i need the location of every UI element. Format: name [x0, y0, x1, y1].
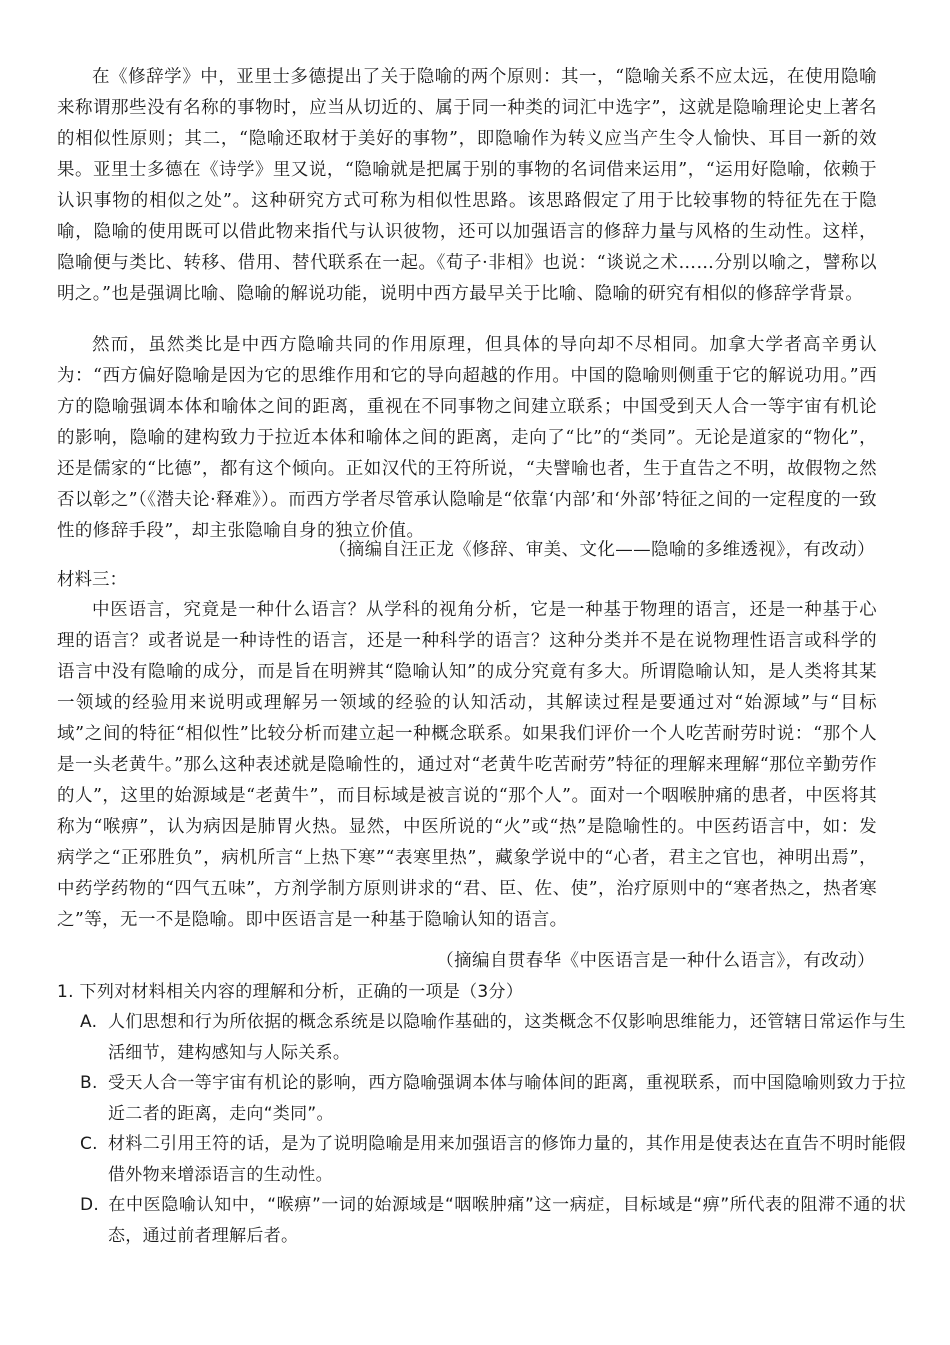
option-b[interactable] — [80, 1068, 906, 1130]
source-citation-material2: （摘编自汪正龙《修辞、审美、文化——隐喻的多维透视》，有改动） — [328, 540, 875, 560]
option-letter: C. — [80, 1134, 98, 1154]
option-letter: D. — [80, 1195, 100, 1215]
option-d[interactable] — [80, 1190, 906, 1252]
option-text: 材料二引用王符的话，是为了说明隐喻是用来加强语言的修饰力量的，其作用是使表达在直告不明时能假借外物来增添语言的生动性。 — [108, 1134, 906, 1185]
paragraph-east-west: 然而，虽然类比是中西方隐喻共同的作用原理，但具体的导向却不尽相同。加拿大学者高辛勇认为：“西方偏好隐喻是因为它的思维作用和它的导向超越的作用。中国的隐喻则侧重于它的解说功用。”西方的隐喻强调本体和喻体之间的距离，重视在不同事物之间建立联系；中国受到天人合一等宇宙有机论的影响，隐喻的建构致力于拉近本体和喻体之间的距离，走向了“比”的“类同”。无论是道家的“物化”，还是儒家的“比德”，都有这个倾向。正如汉代的王符所说，“夫譬喻也者，生于直告之不明，故假物之然否以彰之”（《潜夫论·释难》）。而西方学者尽管承认隐喻是“依靠‘内部’和‘外部’特征之间的一定程度的一致性的修辞手段”，却主张隐喻自身的独立价值。 — [57, 335, 877, 541]
option-text: 人们思想和行为所依据的概念系统是以隐喻作基础的，这类概念不仅影响思维能力，还管辖日常运作与生活细节，建构感知与人际关系。 — [108, 1012, 906, 1063]
paragraph-tcm-language: 中医语言，究竟是一种什么语言？从学科的视角分析，它是一种基于物理的语言，还是一种基于心理的语言？或者说是一种诗性的语言，还是一种科学的语言？这种分类并不是在说物理性语言或科学的语言中没有隐喻的成分，而是旨在明辨其“隐喻认知”的成分究竟有多大。所谓隐喻认知，是人类将其某一领域的经验用来说明或理解另一领域的经验的认知活动，其解读过程是要通过对“始源域”与“目标域”之间的特征“相似性”比较分析而建立起一种概念联系。如果我们评价一个人吃苦耐劳时说：“那个人是一头老黄牛。”那么这种表述就是隐喻性的，通过对“老黄牛吃苦耐劳”特征的理解来理解“那位辛勤劳作的人”，这里的始源域是“老黄牛”，而目标域是被言说的“那个人”。面对一个咽喉肿痛的患者，中医将其称为“喉痹”，认为病因是肺胃火热。显然，中医所说的“火”或“热”是隐喻性的。中医药语言中，如：发病学之“正邪胜负”，病机所言“上热下寒”“表寒里热”，藏象学说中的“心者，君主之官也，神明出焉”，中药学药物的“四气五味”，方剂学制方原则讲求的“君、臣、佐、使”，治疗原则中的“寒者热之，热者寒之”等，无一不是隐喻。即中医语言是一种基于隐喻认知的语言。 — [57, 600, 877, 930]
question-stem: 1. 下列对材料相关内容的理解和分析，正确的一项是（3分） — [57, 982, 524, 1002]
option-text: 受天人合一等宇宙有机论的影响，西方隐喻强调本体与喻体间的距离，重视联系，而中国隐喻则致力于拉近二者的距离，走向“类同”。 — [108, 1073, 906, 1124]
paragraph-aristotle: 在《修辞学》中，亚里士多德提出了关于隐喻的两个原则：其一，“隐喻关系不应太远，在使用隐喻来称谓那些没有名称的事物时，应当从切近的、属于同一种类的词汇中选字”，这就是隐喻理论史上著名的相似性原则；其二，“隐喻还取材于美好的事物”，即隐喻作为转义应当产生令人愉快、耳目一新的效果。亚里士多德在《诗学》里又说，“隐喻就是把属于别的事物的名词借来运用”，“运用好隐喻，依赖于认识事物的相似之处”。这种研究方式可称为相似性思路。该思路假定了用于比较事物的特征先在于隐喻，隐喻的使用既可以借此物来指代与认识彼物，还可以加强语言的修辞力量与风格的生动性。这样，隐喻便与类比、转移、借用、替代联系在一起。《荀子·非相》也说：“谈说之术……分别以喻之，譬称以明之。”也是强调比喻、隐喻的解说功能，说明中西方最早关于比喻、隐喻的研究有相似的修辞学背景。 — [57, 67, 877, 304]
option-letter: B. — [80, 1073, 98, 1093]
option-a[interactable] — [80, 1007, 906, 1069]
option-c[interactable] — [80, 1129, 906, 1191]
source-citation-material3: （摘编自贯春华《中医语言是一种什么语言》，有改动） — [436, 951, 875, 971]
material3-label: 材料三： — [57, 570, 127, 590]
option-text: 在中医隐喻认知中，“喉痹”一词的始源域是“咽喉肿痛”这一病症，目标域是“痹”所代表的阻滞不通的状态，通过前者理解后者。 — [108, 1195, 906, 1246]
option-letter: A. — [80, 1012, 98, 1032]
